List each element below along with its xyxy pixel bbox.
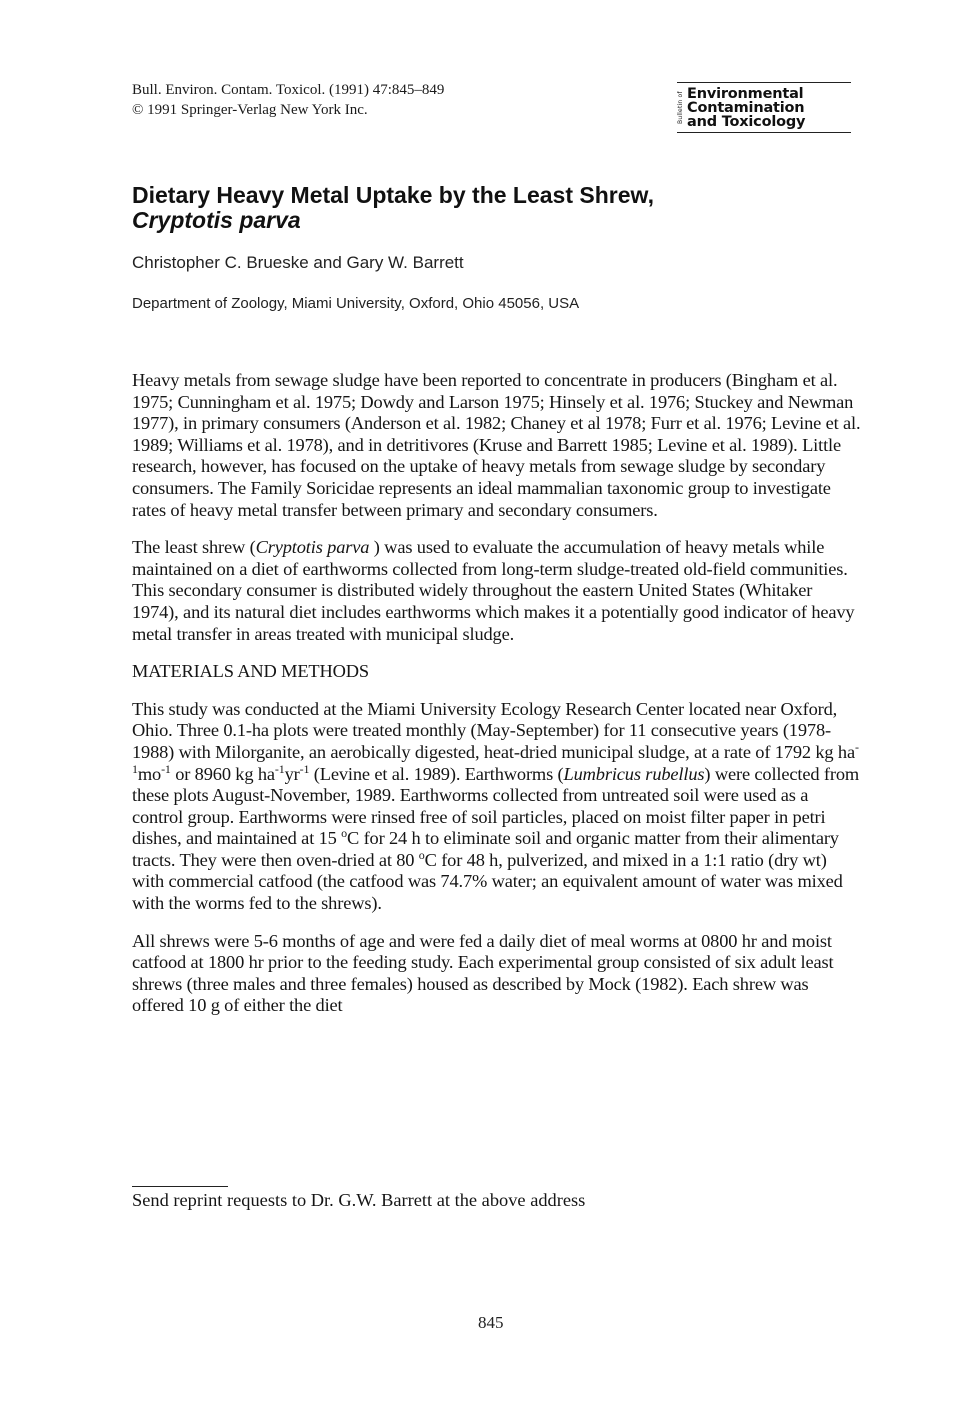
article-authors: Christopher C. Brueske and Gary W. Barrett xyxy=(132,253,464,272)
page-number: 845 xyxy=(478,1313,504,1332)
section-heading: MATERIALS AND METHODS xyxy=(132,661,369,682)
body-paragraph: All shrews were 5-6 months of age and were fed a daily diet of meal worms at 0800 hr and moist catfood at 1800 hr prior to the feeding study. Each experimental group consisted of six adult least shrews (three males and three females) housed as described by Mock (1982). Each shrew was offered 10 g of either the diet xyxy=(132,930,834,1016)
journal-logo-line: and Toxicology xyxy=(687,114,806,130)
text-run: The least shrew ( xyxy=(132,537,256,558)
degree-superscript: o xyxy=(418,847,425,862)
text-run: yr xyxy=(284,763,300,784)
species-name: Cryptotis parva xyxy=(255,537,370,558)
article-title-main: Dietary Heavy Metal Uptake by the Least Shrew, xyxy=(132,182,654,208)
journal-logo-line: Environmental xyxy=(687,86,804,102)
text-run: or 8960 kg ha xyxy=(170,763,275,784)
superscript: -1 xyxy=(299,761,310,776)
text-run: ) were collected from these plots August-November, 1989. Earthworms collected from untreated soil were used as a control group. Earthworms were rinsed free of soil particles, placed on moist filter paper in petri dishes, and maintained at 15 xyxy=(132,763,860,849)
article-title xyxy=(132,183,852,233)
text-run: This study was conducted at the Miami University Ecology Research Center located near Oxford, Ohio. Three 0.1-ha plots were treated monthly (May-September) for 11 consecutive years (1978-1988) with Milorganite, an aerobically digested, heat-dried municipal sludge, at a rate of 1792 kg ha xyxy=(132,698,855,762)
degree-superscript: o xyxy=(341,826,347,841)
superscript: -1 xyxy=(132,739,859,776)
citation-line: Bull. Environ. Contam. Toxicol. (1991) 47:845–849 xyxy=(132,82,445,98)
citation-block xyxy=(132,80,444,120)
text-run: C for 24 h to eliminate soil and organic matter from their alimentary tracts. They were then oven-dried at 80 xyxy=(132,828,839,870)
journal-logo-line: Contamination xyxy=(687,100,805,116)
article-affiliation: Department of Zoology, Miami University, Oxford, Ohio 45056, USA xyxy=(132,295,580,312)
text-run: (Levine et al. 1989). Earthworms ( xyxy=(309,763,564,784)
text-run: C for 48 h, pulverized, and mixed in a 1:1 ratio (dry wt) with commercial catfood (the catfood was 74.7% water; an equivalent amount of water was mixed with the worms fed to the shrews). xyxy=(132,849,843,914)
body-paragraph: Heavy metals from sewage sludge have been reported to concentrate in producers (Bingham et al. 1975; Cunningham et al. 1975; Dowdy and Larson 1975; Hinsely et al. 1976; Stuckey and Newman 1977), in primary consumers (Anderson et al. 1982; Chaney et al 1978; Furr et al. 1976; Levine et al. 1989; Williams et al. 1978), and in detritivores (Kruse and Barrett 1985; Levine et al. 1989). Little research, however, has focused on the uptake of heavy metals from sewage sludge by secondary consumers. The Family Soricidae represents an ideal mammalian taxonomic group to investigate rates of heavy metal transfer between primary and secondary consumers. xyxy=(132,370,861,520)
footnote: Send reprint requests to Dr. G.W. Barrett at the above address xyxy=(132,1190,586,1210)
body-paragraph xyxy=(132,537,862,645)
footnote-divider xyxy=(132,1186,228,1187)
superscript: -1 xyxy=(161,761,171,776)
text-run: ) was used to evaluate the accumulation of heavy metals while maintained on a diet of earthworms collected from long-term sludge-treated old-field communities. This secondary consumer is distributed widely throughout the eastern United States (Whitaker 1974), and its natural diet includes earthworms which makes it a potentially good indicator of heavy metal transfer in areas treated with municipal sludge. xyxy=(132,537,855,644)
body-paragraph xyxy=(132,699,862,915)
article-title-species: Cryptotis parva xyxy=(132,207,301,233)
copyright-line: © 1991 Springer-Verlag New York Inc. xyxy=(132,102,368,118)
journal-logo xyxy=(677,82,851,133)
journal-logo-prefix: Bulletin of xyxy=(677,91,684,125)
text-run: mo xyxy=(137,763,162,784)
journal-logo-text xyxy=(687,87,805,129)
species-name: Lumbricus rubellus xyxy=(563,763,705,784)
superscript: -1 xyxy=(274,761,285,776)
article-body xyxy=(132,370,862,1033)
